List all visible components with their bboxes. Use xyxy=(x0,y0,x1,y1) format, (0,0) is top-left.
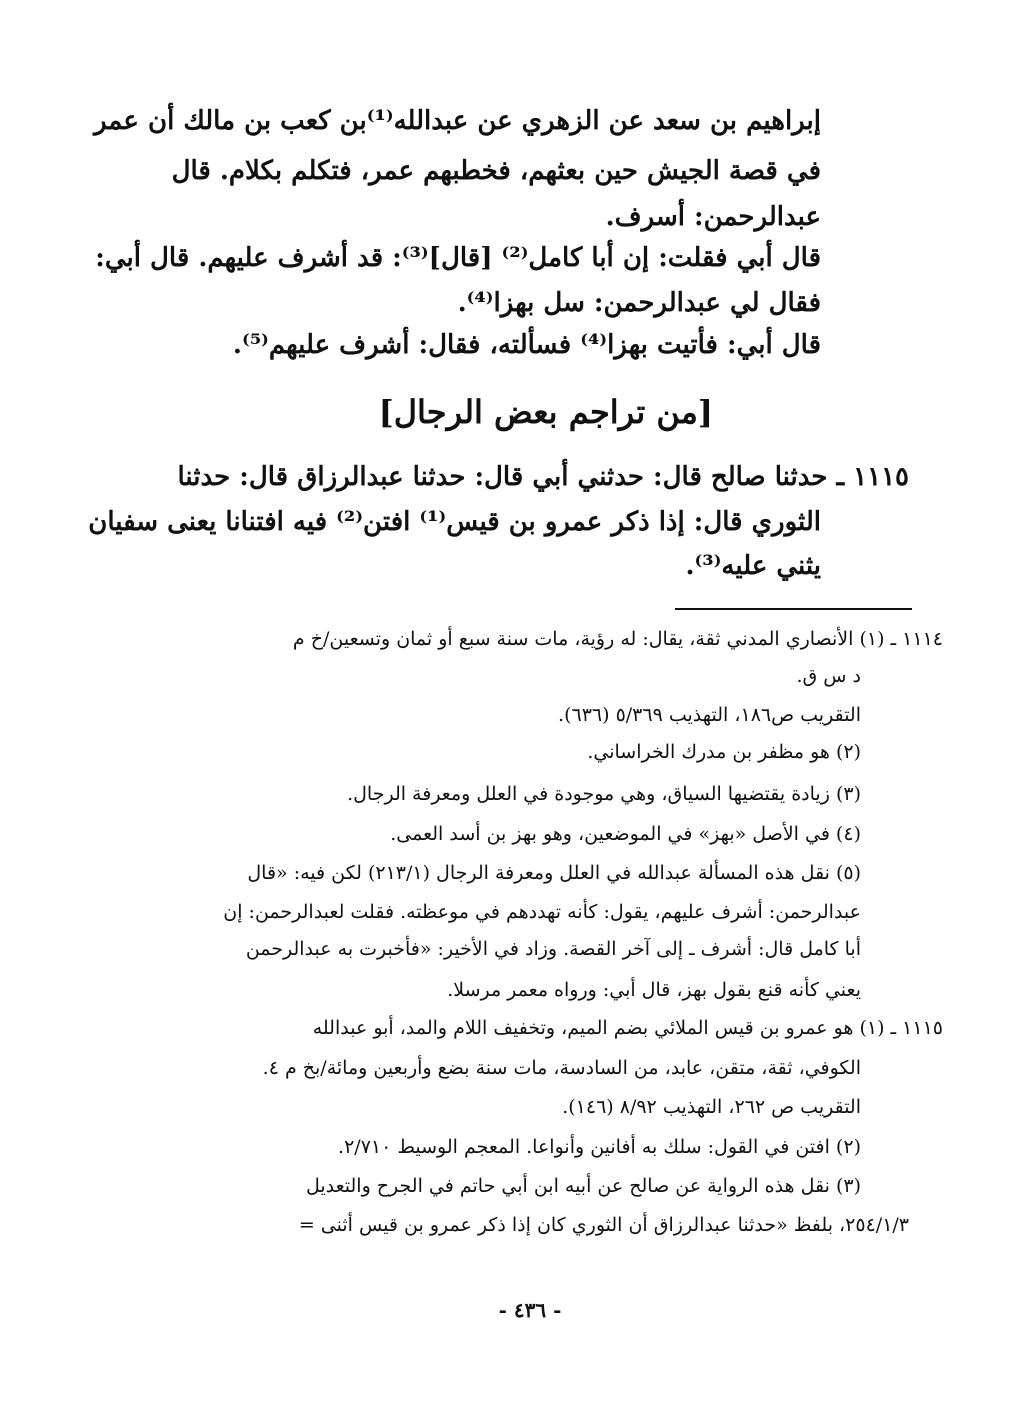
footnote-line: التقريب ص١٨٦، التهذيب ٥/٣٦٩ (٦٣٦). xyxy=(558,704,861,726)
footnote-line: (٣) زيادة يقتضيها السياق، وهي موجودة في العلل ومعرفة الرجال. xyxy=(347,783,861,805)
footnote-line: (٤) في الأصل «بهز» في الموضعين، وهو بهز بن أسد العمى. xyxy=(390,823,861,845)
footnote-line: عبدالرحمن: أشرف عليهم، يقول: كأنه تهددهم في موعظته. فقلت لعبدالرحمن: إن xyxy=(223,901,861,923)
section-title: [من تراجم بعض الرجال] xyxy=(378,393,713,431)
main-text-line: في قصة الجيش حين بعثهم، فخطبهم عمر، فتكلم بكلام. قال xyxy=(171,156,821,186)
main-text-line: قال أبي فقلت: إن أبا كامل⁽²⁾ [قال]⁽³⁾: قد أشرف عليهم. قال أبي: xyxy=(95,243,821,273)
entry-line: ١١١٥ ـ حدثنا صالح قال: حدثني أبي قال: حدثنا عبدالرزاق قال: حدثنا xyxy=(177,462,909,492)
footnote-line: ٢٥٤/١/٣، بلفظ «حدثنا عبدالرزاق أن الثوري كان إذا ذكر عمرو بن قيس أثنى = xyxy=(298,1214,909,1236)
footnote-line: (٢) هو مظفر بن مدرك الخراساني. xyxy=(587,741,861,763)
main-text-line: عبدالرحمن: أسرف. xyxy=(605,202,821,232)
footnote-line: الكوفي، ثقة، متقن، عابد، من السادسة، مات سنة بضع وأربعين ومائة/بخ م ٤. xyxy=(262,1057,861,1079)
footnote-line: ١١١٤ ـ (١) الأنصاري المدني ثقة، يقال: له رؤية، مات سنة سبع أو ثمان وتسعين/خ م xyxy=(292,628,943,650)
page-number: - ٤٣٦ - xyxy=(498,1298,562,1322)
footnote-line: أبا كامل قال: أشرف ـ إلى آخر القصة. وزاد في الأخير: «فأخبرت به عبدالرحمن xyxy=(245,938,861,960)
footnote-line: د س ق. xyxy=(796,665,861,687)
footnote-line: (٣) نقل هذه الرواية عن صالح عن أبيه ابن أبي حاتم في الجرح والتعديل xyxy=(305,1175,861,1197)
main-text-line: إبراهيم بن سعد عن الزهري عن عبدالله⁽¹⁾بن كعب بن مالك أن عمر xyxy=(94,106,821,136)
footnote-separator xyxy=(675,608,912,610)
entry-line: يثني عليه⁽³⁾. xyxy=(685,551,821,581)
footnote-line: ١١١٥ ـ (١) هو عمرو بن قيس الملائي بضم الميم، وتخفيف اللام والمد، أبو عبدالله xyxy=(312,1017,943,1039)
footnote-line: التقريب ص ٢٦٢، التهذيب ٨/٩٢ (١٤٦). xyxy=(562,1096,861,1118)
footnote-line: يعني كأنه قنع بقول بهز، قال أبي: ورواه معمر مرسلا. xyxy=(447,979,861,1001)
footnote-line: (٢) افتن في القول: سلك به أفانين وأنواعا. المعجم الوسيط ٢/٧١٠. xyxy=(338,1136,861,1158)
main-text-line: فقال لي عبدالرحمن: سل بهزا⁽⁴⁾. xyxy=(457,288,821,318)
main-text-line: قال أبي: فأتيت بهزا⁽⁴⁾ فسألته، فقال: أشرف عليهم⁽⁵⁾. xyxy=(232,330,821,360)
footnote-line: (٥) نقل هذه المسألة عبدالله في العلل ومعرفة الرجال (٢١٣/١) لكن فيه: «قال xyxy=(247,862,861,884)
entry-line: الثوري قال: إذا ذكر عمرو بن قيس⁽¹⁾ افتن⁽²⁾ فيه افتنانا يعنى سفيان xyxy=(88,507,821,537)
